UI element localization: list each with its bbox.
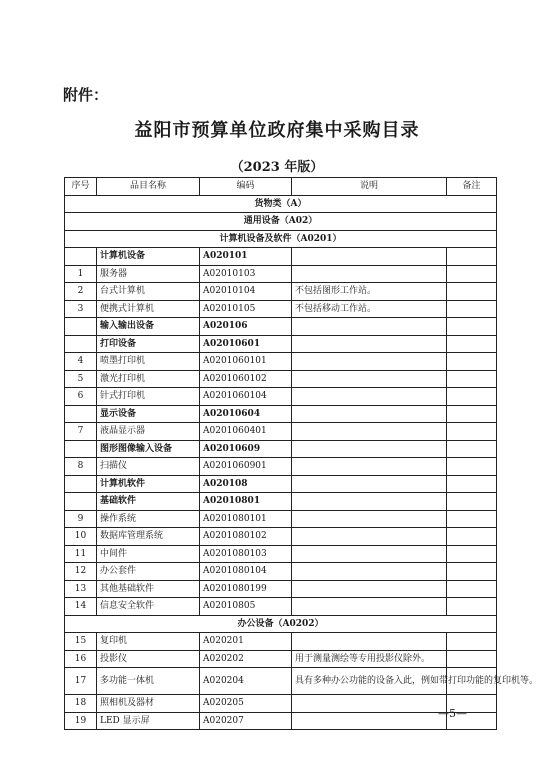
section-row-general <box>65 213 497 231</box>
section-goods: 货物类（A） <box>65 195 497 213</box>
row-remark <box>447 598 497 616</box>
section-office: 办公设备（A0202） <box>65 615 497 633</box>
row-number: 2 <box>65 283 97 301</box>
table-row <box>65 318 497 336</box>
row-remark <box>447 580 497 598</box>
row-note <box>292 563 447 581</box>
row-remark <box>447 510 497 528</box>
row-note: 不包括移动工作站。 <box>292 300 447 318</box>
row-item-name: 数据库管理系统 <box>97 528 200 546</box>
row-remark <box>447 440 497 458</box>
row-item-name: 其他基础软件 <box>97 580 200 598</box>
row-code: A0201080101 <box>200 510 292 528</box>
row-number <box>65 318 97 336</box>
section-row-computer <box>65 230 497 248</box>
row-number: 5 <box>65 370 97 388</box>
row-remark <box>447 388 497 406</box>
row-note: 用于测量测绘等专用投影仪除外。 <box>292 650 447 668</box>
row-note <box>292 353 447 371</box>
row-remark <box>447 335 497 353</box>
table-row <box>65 283 497 301</box>
row-number: 17 <box>65 668 97 695</box>
row-number: 7 <box>65 423 97 441</box>
row-item-name: 复印机 <box>97 633 200 651</box>
row-note <box>292 580 447 598</box>
row-item-name: 便携式计算机 <box>97 300 200 318</box>
row-number <box>65 493 97 511</box>
row-number: 19 <box>65 712 97 730</box>
table-row <box>65 493 497 511</box>
row-code: A020202 <box>200 650 292 668</box>
row-code: A020108 <box>200 475 292 493</box>
row-remark <box>447 475 497 493</box>
row-code: A0201060101 <box>200 353 292 371</box>
document-version: （2023 年版） <box>230 160 324 175</box>
row-item-name: 针式打印机 <box>97 388 200 406</box>
table-row <box>65 265 497 283</box>
row-code: A02010805 <box>200 598 292 616</box>
row-code: A0201060401 <box>200 423 292 441</box>
row-note <box>292 633 447 651</box>
row-remark <box>447 370 497 388</box>
row-item-name: 多功能一体机 <box>97 668 200 695</box>
row-code: A020204 <box>200 668 292 695</box>
row-code: A0201080104 <box>200 563 292 581</box>
row-code: A0201080199 <box>200 580 292 598</box>
table-row <box>65 668 497 695</box>
row-number: 10 <box>65 528 97 546</box>
table-row <box>65 300 497 318</box>
header-name: 品目名称 <box>97 178 200 196</box>
table-body <box>65 195 539 730</box>
row-number: 11 <box>65 545 97 563</box>
row-note <box>292 265 447 283</box>
row-note <box>292 370 447 388</box>
attachment-label: 附件： <box>63 86 109 104</box>
table-row <box>65 353 497 371</box>
row-item-name: 基础软件 <box>97 493 200 511</box>
table-row <box>65 405 497 423</box>
row-item-name: 信息安全软件 <box>97 598 200 616</box>
row-note <box>292 475 447 493</box>
row-number: 18 <box>65 695 97 713</box>
procurement-catalog-table <box>64 177 539 730</box>
row-item-name: 中间件 <box>97 545 200 563</box>
table-row <box>65 650 497 668</box>
row-number: 4 <box>65 353 97 371</box>
header-remark: 备注 <box>447 178 497 196</box>
row-number <box>65 405 97 423</box>
row-item-name: 操作系统 <box>97 510 200 528</box>
document-title: 益阳市预算单位政府集中采购目录 <box>134 120 420 141</box>
row-code: A0201080102 <box>200 528 292 546</box>
row-remark <box>447 353 497 371</box>
table-row <box>65 563 497 581</box>
row-item-name: 投影仪 <box>97 650 200 668</box>
row-remark <box>447 650 497 668</box>
row-number: 8 <box>65 458 97 476</box>
row-code: A020207 <box>200 712 292 730</box>
row-code: A02010601 <box>200 335 292 353</box>
row-code: A0201060102 <box>200 370 292 388</box>
row-remark <box>447 423 497 441</box>
row-remark <box>447 265 497 283</box>
table-row <box>65 695 497 713</box>
row-number <box>65 248 97 266</box>
table-row <box>65 712 497 730</box>
row-code: A020205 <box>200 695 292 713</box>
row-code: A02010104 <box>200 283 292 301</box>
row-note <box>292 335 447 353</box>
row-remark <box>447 528 497 546</box>
table-header-row <box>65 178 497 196</box>
row-number: 1 <box>65 265 97 283</box>
row-item-name: 扫描仪 <box>97 458 200 476</box>
row-note <box>292 545 447 563</box>
table-row <box>65 598 497 616</box>
table-row <box>65 458 497 476</box>
table-row <box>65 248 497 266</box>
row-remark <box>447 458 497 476</box>
section-row-office <box>65 615 497 633</box>
row-code: A0201060901 <box>200 458 292 476</box>
row-remark <box>447 405 497 423</box>
table-row <box>65 510 497 528</box>
row-code: A020201 <box>200 633 292 651</box>
table-row <box>65 528 497 546</box>
section-general: 通用设备（A02） <box>65 213 497 231</box>
row-number: 15 <box>65 633 97 651</box>
page-number: —5— <box>438 707 467 720</box>
row-note <box>292 248 447 266</box>
table-row <box>65 545 497 563</box>
row-note <box>292 528 447 546</box>
row-note: 不包括图形工作站。 <box>292 283 447 301</box>
row-remark <box>447 633 497 651</box>
row-note <box>292 318 447 336</box>
row-note <box>292 405 447 423</box>
header-note: 说明 <box>292 178 447 196</box>
row-number: 13 <box>65 580 97 598</box>
row-note <box>292 510 447 528</box>
row-remark <box>447 300 497 318</box>
row-number: 16 <box>65 650 97 668</box>
table-row <box>65 440 497 458</box>
row-item-name: 液晶显示器 <box>97 423 200 441</box>
row-item-name: 打印设备 <box>97 335 200 353</box>
row-remark <box>447 248 497 266</box>
row-number: 14 <box>65 598 97 616</box>
row-number: 3 <box>65 300 97 318</box>
row-number <box>65 475 97 493</box>
row-item-name: 计算机软件 <box>97 475 200 493</box>
row-remark <box>447 563 497 581</box>
row-code: A02010801 <box>200 493 292 511</box>
row-code: A02010103 <box>200 265 292 283</box>
row-code: A020101 <box>200 248 292 266</box>
row-note: 具有多种办公功能的设备入此，例如带打印功能的复印机等。 <box>292 668 447 695</box>
table-row <box>65 580 497 598</box>
row-code: A02010105 <box>200 300 292 318</box>
table-row <box>65 633 497 651</box>
row-item-name: 图形图像输入设备 <box>97 440 200 458</box>
section-computer: 计算机设备及软件（A0201） <box>65 230 497 248</box>
row-code: A02010604 <box>200 405 292 423</box>
row-number <box>65 335 97 353</box>
row-remark <box>447 493 497 511</box>
row-item-name: 照相机及器材 <box>97 695 200 713</box>
row-item-name: 计算机设备 <box>97 248 200 266</box>
table-row <box>65 388 497 406</box>
table-row <box>65 335 497 353</box>
row-remark <box>447 318 497 336</box>
row-item-name: 输入输出设备 <box>97 318 200 336</box>
row-note <box>292 423 447 441</box>
row-number: 12 <box>65 563 97 581</box>
row-note <box>292 712 447 730</box>
row-code: A020106 <box>200 318 292 336</box>
header-code: 编码 <box>200 178 292 196</box>
row-remark <box>447 545 497 563</box>
row-code: A0201060104 <box>200 388 292 406</box>
row-note <box>292 695 447 713</box>
table-row <box>65 475 497 493</box>
table-row <box>65 370 497 388</box>
row-note <box>292 440 447 458</box>
row-item-name: 台式计算机 <box>97 283 200 301</box>
row-remark <box>447 283 497 301</box>
header-no: 序号 <box>65 178 97 196</box>
row-note <box>292 493 447 511</box>
row-code: A02010609 <box>200 440 292 458</box>
row-note <box>292 458 447 476</box>
row-item-name: 办公套件 <box>97 563 200 581</box>
row-item-name: LED 显示屏 <box>97 712 200 730</box>
row-number: 6 <box>65 388 97 406</box>
row-item-name: 喷墨打印机 <box>97 353 200 371</box>
section-row-goods <box>65 195 497 213</box>
row-code: A0201080103 <box>200 545 292 563</box>
row-item-name: 激光打印机 <box>97 370 200 388</box>
row-item-name: 显示设备 <box>97 405 200 423</box>
row-item-name: 服务器 <box>97 265 200 283</box>
row-note <box>292 598 447 616</box>
row-note <box>292 388 447 406</box>
table-row <box>65 423 497 441</box>
row-number <box>65 440 97 458</box>
row-number: 9 <box>65 510 97 528</box>
